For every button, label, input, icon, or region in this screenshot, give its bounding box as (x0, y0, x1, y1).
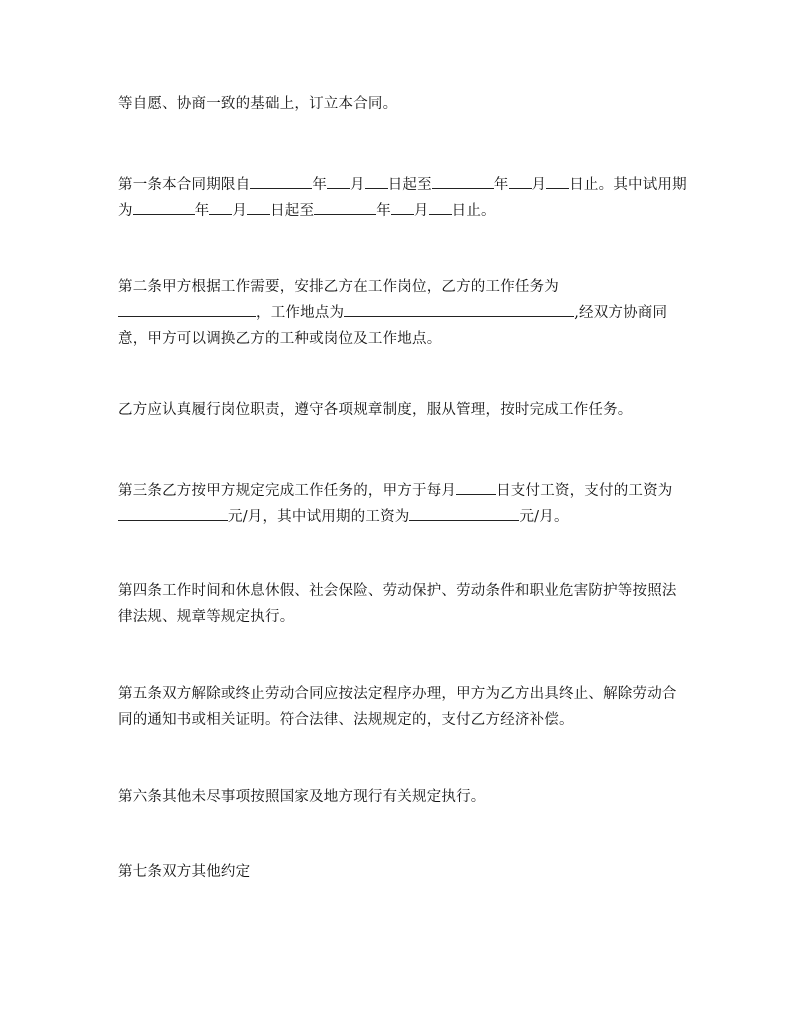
blank-field[interactable] (344, 301, 574, 317)
blank-field[interactable] (509, 173, 532, 189)
text-segment: 元/月，其中试用期的工资为 (228, 509, 410, 525)
blank-field[interactable] (432, 173, 494, 189)
text-segment: 年 (194, 203, 210, 219)
blank-field[interactable] (133, 199, 195, 215)
blank-field[interactable] (327, 173, 350, 189)
text-segment: ,经双方协商同意，甲方可以调换乙方的工种或岗位及工作地点。 (118, 305, 668, 347)
text-segment: 日起至 (270, 203, 315, 219)
text-segment: 年 (312, 177, 328, 193)
text-segment: 第七条双方其他约定 (118, 864, 251, 880)
text-segment: 元/月。 (519, 509, 569, 525)
text-segment: 第二条甲方根据工作需要，安排乙方在工作岗位，乙方的工作任务为 (118, 279, 559, 295)
text-segment: 第一条本合同期限自 (118, 177, 251, 193)
blank-field[interactable] (118, 505, 228, 521)
paragraph-duties (118, 397, 688, 423)
blank-field[interactable] (409, 505, 519, 521)
text-segment: 第六条其他未尽事项按照国家及地方现行有关规定执行。 (118, 789, 486, 805)
text-segment: 月 (232, 203, 248, 219)
text-segment: 乙方应认真履行岗位职责，遵守各项规章制度，服从管理，按时完成工作任务。 (118, 402, 633, 418)
blank-field[interactable] (546, 173, 569, 189)
text-segment: 年 (493, 177, 509, 193)
blank-field[interactable] (247, 199, 270, 215)
text-segment: 等自愿、协商一致的基础上，订立本合同。 (118, 96, 398, 112)
blank-field[interactable] (314, 199, 376, 215)
paragraph-article-5 (118, 681, 688, 733)
text-segment: 第五条双方解除或终止劳动合同应按法定程序办理，甲方为乙方出具终止、解除劳动合同的通知书或相关证明。符合法律、法规规定的，支付乙方经济补偿。 (118, 686, 677, 728)
paragraph-article-7 (118, 859, 688, 885)
blank-field[interactable] (118, 301, 256, 317)
blank-field[interactable] (250, 173, 312, 189)
blank-field[interactable] (429, 199, 452, 215)
text-segment: 月 (413, 203, 429, 219)
blank-field[interactable] (456, 479, 496, 495)
paragraph-article-2 (118, 274, 688, 352)
text-segment: 日止。 (451, 203, 496, 219)
text-segment: 第三条乙方按甲方规定完成工作任务的，甲方于每月 (118, 483, 457, 499)
text-segment: 月 (531, 177, 547, 193)
text-segment: ，工作地点为 (256, 305, 345, 321)
text-segment: 日支付工资，支付的工资为 (496, 483, 673, 499)
blank-field[interactable] (391, 199, 414, 215)
text-segment: 日止。其中试用期为 (118, 177, 687, 219)
blank-field[interactable] (209, 199, 232, 215)
text-segment: 日起至 (387, 177, 432, 193)
paragraph-intro (118, 91, 688, 117)
paragraph-article-1 (118, 172, 688, 224)
paragraph-article-6 (118, 784, 688, 810)
paragraph-article-3 (118, 478, 688, 530)
blank-field[interactable] (365, 173, 388, 189)
text-segment: 年 (376, 203, 391, 219)
paragraph-article-4 (118, 578, 688, 630)
text-segment: 第四条工作时间和休息休假、社会保险、劳动保护、劳动条件和职业危害防护等按照法律法规、规章等规定执行。 (118, 583, 677, 625)
text-segment: 月 (350, 177, 365, 193)
